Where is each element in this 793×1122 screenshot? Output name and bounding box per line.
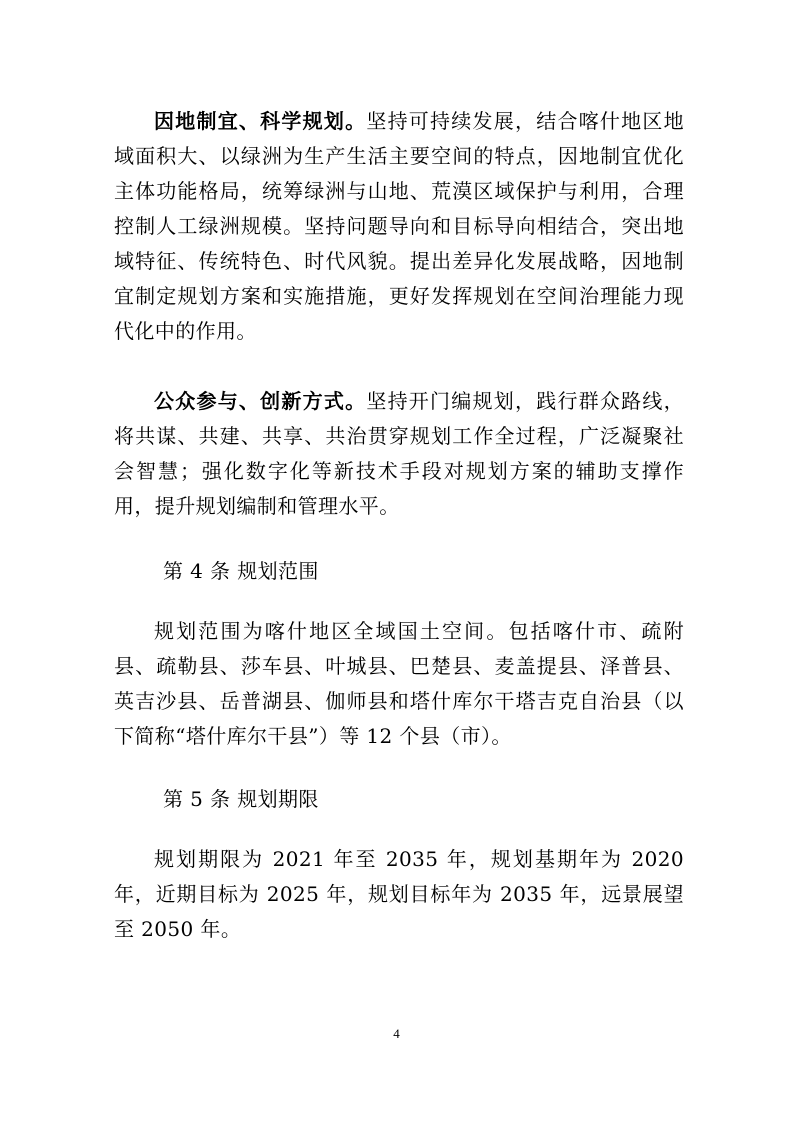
paragraph-body: 坚持开门编规划，践行群众路线，将共谋、共建、共享、共治贯穿规划工作全过程，广泛凝聚社会智慧；强化数字化等新技术手段对规划方案的辅助支撑作用，提升规划编制和管理水平。: [114, 389, 685, 518]
article-5-heading: 第 5 条 规划期限: [163, 787, 319, 811]
paragraph-lead-heading: 因地制宜、科学规划。: [154, 109, 367, 133]
article-4-heading: 第 4 条 规划范围: [163, 559, 319, 583]
principle-paragraph-local-conditions: [114, 104, 684, 349]
principle-paragraph-public-participation: [114, 384, 684, 524]
paragraph-lead-heading: 公众参与、创新方式。: [154, 389, 367, 413]
page-number: 4: [393, 1026, 400, 1041]
article-5-body: 规划期限为 2021 年至 2035 年，规划基期年为 2020 年，近期目标为 2025 年，规划目标年为 2035 年，远景展望至 2050 年。: [114, 847, 684, 941]
article-4-body: 规划范围为喀什地区全域国土空间。包括喀什市、疏附县、疏勒县、莎车县、叶城县、巴楚县、麦盖提县、泽普县、英吉沙县、岳普湖县、伽师县和塔什库尔干塔吉克自治县（以下简称“塔什库尔干县”）等 12 个县（市）。: [114, 619, 684, 748]
paragraph-body: 坚持可持续发展，结合喀什地区地域面积大、以绿洲为生产生活主要空间的特点，因地制宜优化主体功能格局，统筹绿洲与山地、荒漠区域保护与利用，合理控制人工绿洲规模。坚持问题导向和目标导向相结合，突出地域特征、传统特色、时代风貌。提出差异化发展战略，因地制宜制定规划方案和实施措施，更好发挥规划在空间治理能力现代化中的作用。: [114, 109, 685, 343]
